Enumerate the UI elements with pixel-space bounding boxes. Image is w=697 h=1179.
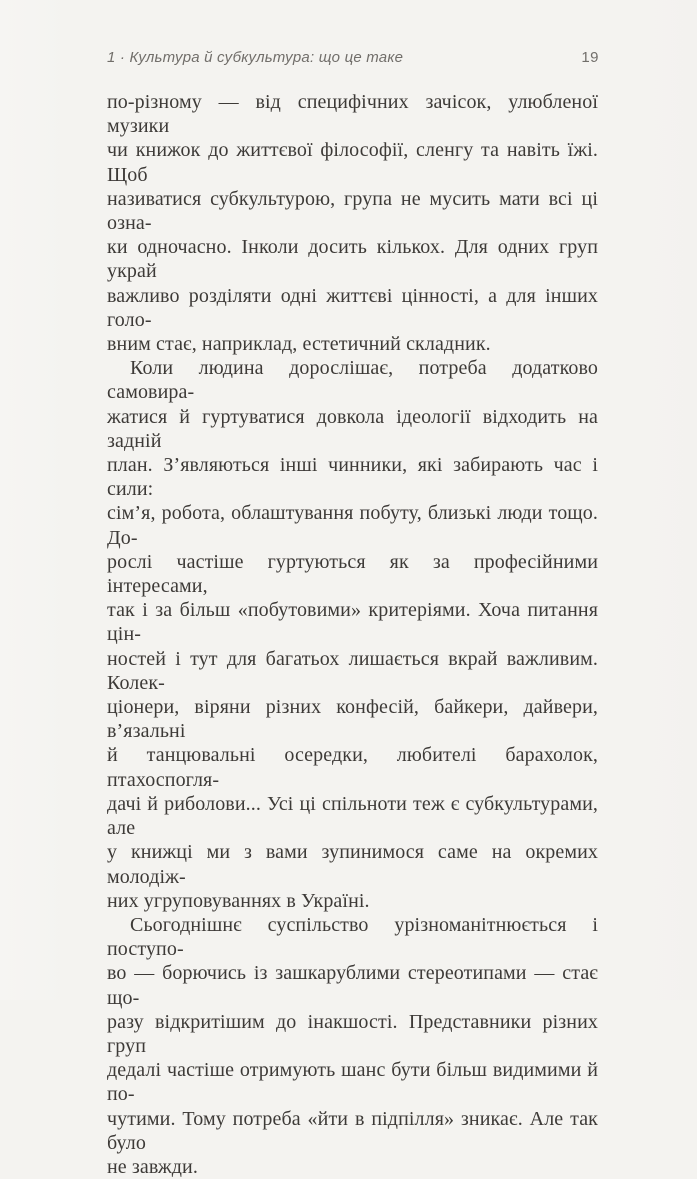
text-line: разу відкритішим до інакшості. Представники різних груп — [107, 1010, 598, 1057]
running-head — [107, 49, 599, 66]
page-body — [107, 90, 598, 1179]
text-line: жатися й гуртуватися довкола ідеології відходить на задній — [107, 405, 598, 452]
text-line: Коли людина дорослішає, потреба додатково самовира- — [107, 357, 598, 404]
text-line: чутими. Тому потреба «йти в підпілля» зникає. Але так було — [107, 1107, 598, 1154]
text-line: по-різному — від специфічних зачісок, улюбленої музики — [107, 91, 598, 138]
text-line: дедалі частіше отримують шанс бути більш видимими й по- — [107, 1059, 598, 1106]
text-line: во — борючись із зашкарублими стереотипами — стає що- — [107, 962, 598, 1009]
page-number: 19 — [581, 49, 599, 66]
text-line: них угруповуваннях в Україні. — [107, 889, 370, 912]
text-line: ціонери, віряни різних конфесій, байкери, дайвери, в’язальні — [107, 696, 598, 743]
text-line: рослі частіше гуртуються як за професійними інтересами, — [107, 550, 598, 598]
text-line: сім’я, робота, облаштування побуту, близькі люди тощо. До- — [107, 502, 598, 549]
text-line: ки одночасно. Інколи досить кількох. Для одних груп украй — [107, 236, 598, 283]
text-line: чи книжок до життєвої філософії, сленгу та навіть їжі. Щоб — [107, 139, 598, 186]
running-head-chapter: 1 · Культура й субкультура: що це таке — [107, 49, 404, 66]
text-line: важливо розділяти одні життєві цінності, а для інших голо- — [107, 284, 598, 331]
text-line: у книжці ми з вами зупинимося саме на окремих молодіж- — [107, 841, 598, 888]
text-line: називатися субкультурою, група не мусить мати всі ці озна- — [107, 187, 598, 235]
text-line: дачі й риболови... Усі ці спільноти теж є субкультурами, але — [107, 792, 598, 840]
text-line: вним стає, наприклад, естетичний складник. — [107, 333, 491, 356]
paragraph — [107, 913, 598, 1179]
text-line: план. З’являються інші чинники, які забирають час і сили: — [107, 454, 598, 501]
text-line: не завжди. — [107, 1155, 198, 1178]
text-line: Сьогоднішнє суспільство урізноманітнюється і поступо- — [107, 913, 598, 961]
paragraph — [107, 356, 598, 913]
paragraph — [107, 90, 598, 356]
text-line: так і за більш «побутовими» критеріями. Хоча питання цін- — [107, 599, 598, 646]
paragraphs — [107, 90, 598, 1179]
text-line: ностей і тут для багатьох лишається вкрай важливим. Колек- — [107, 647, 598, 694]
text-line: й танцювальні осередки, любителі барахолок, птахоспогля- — [107, 744, 598, 791]
